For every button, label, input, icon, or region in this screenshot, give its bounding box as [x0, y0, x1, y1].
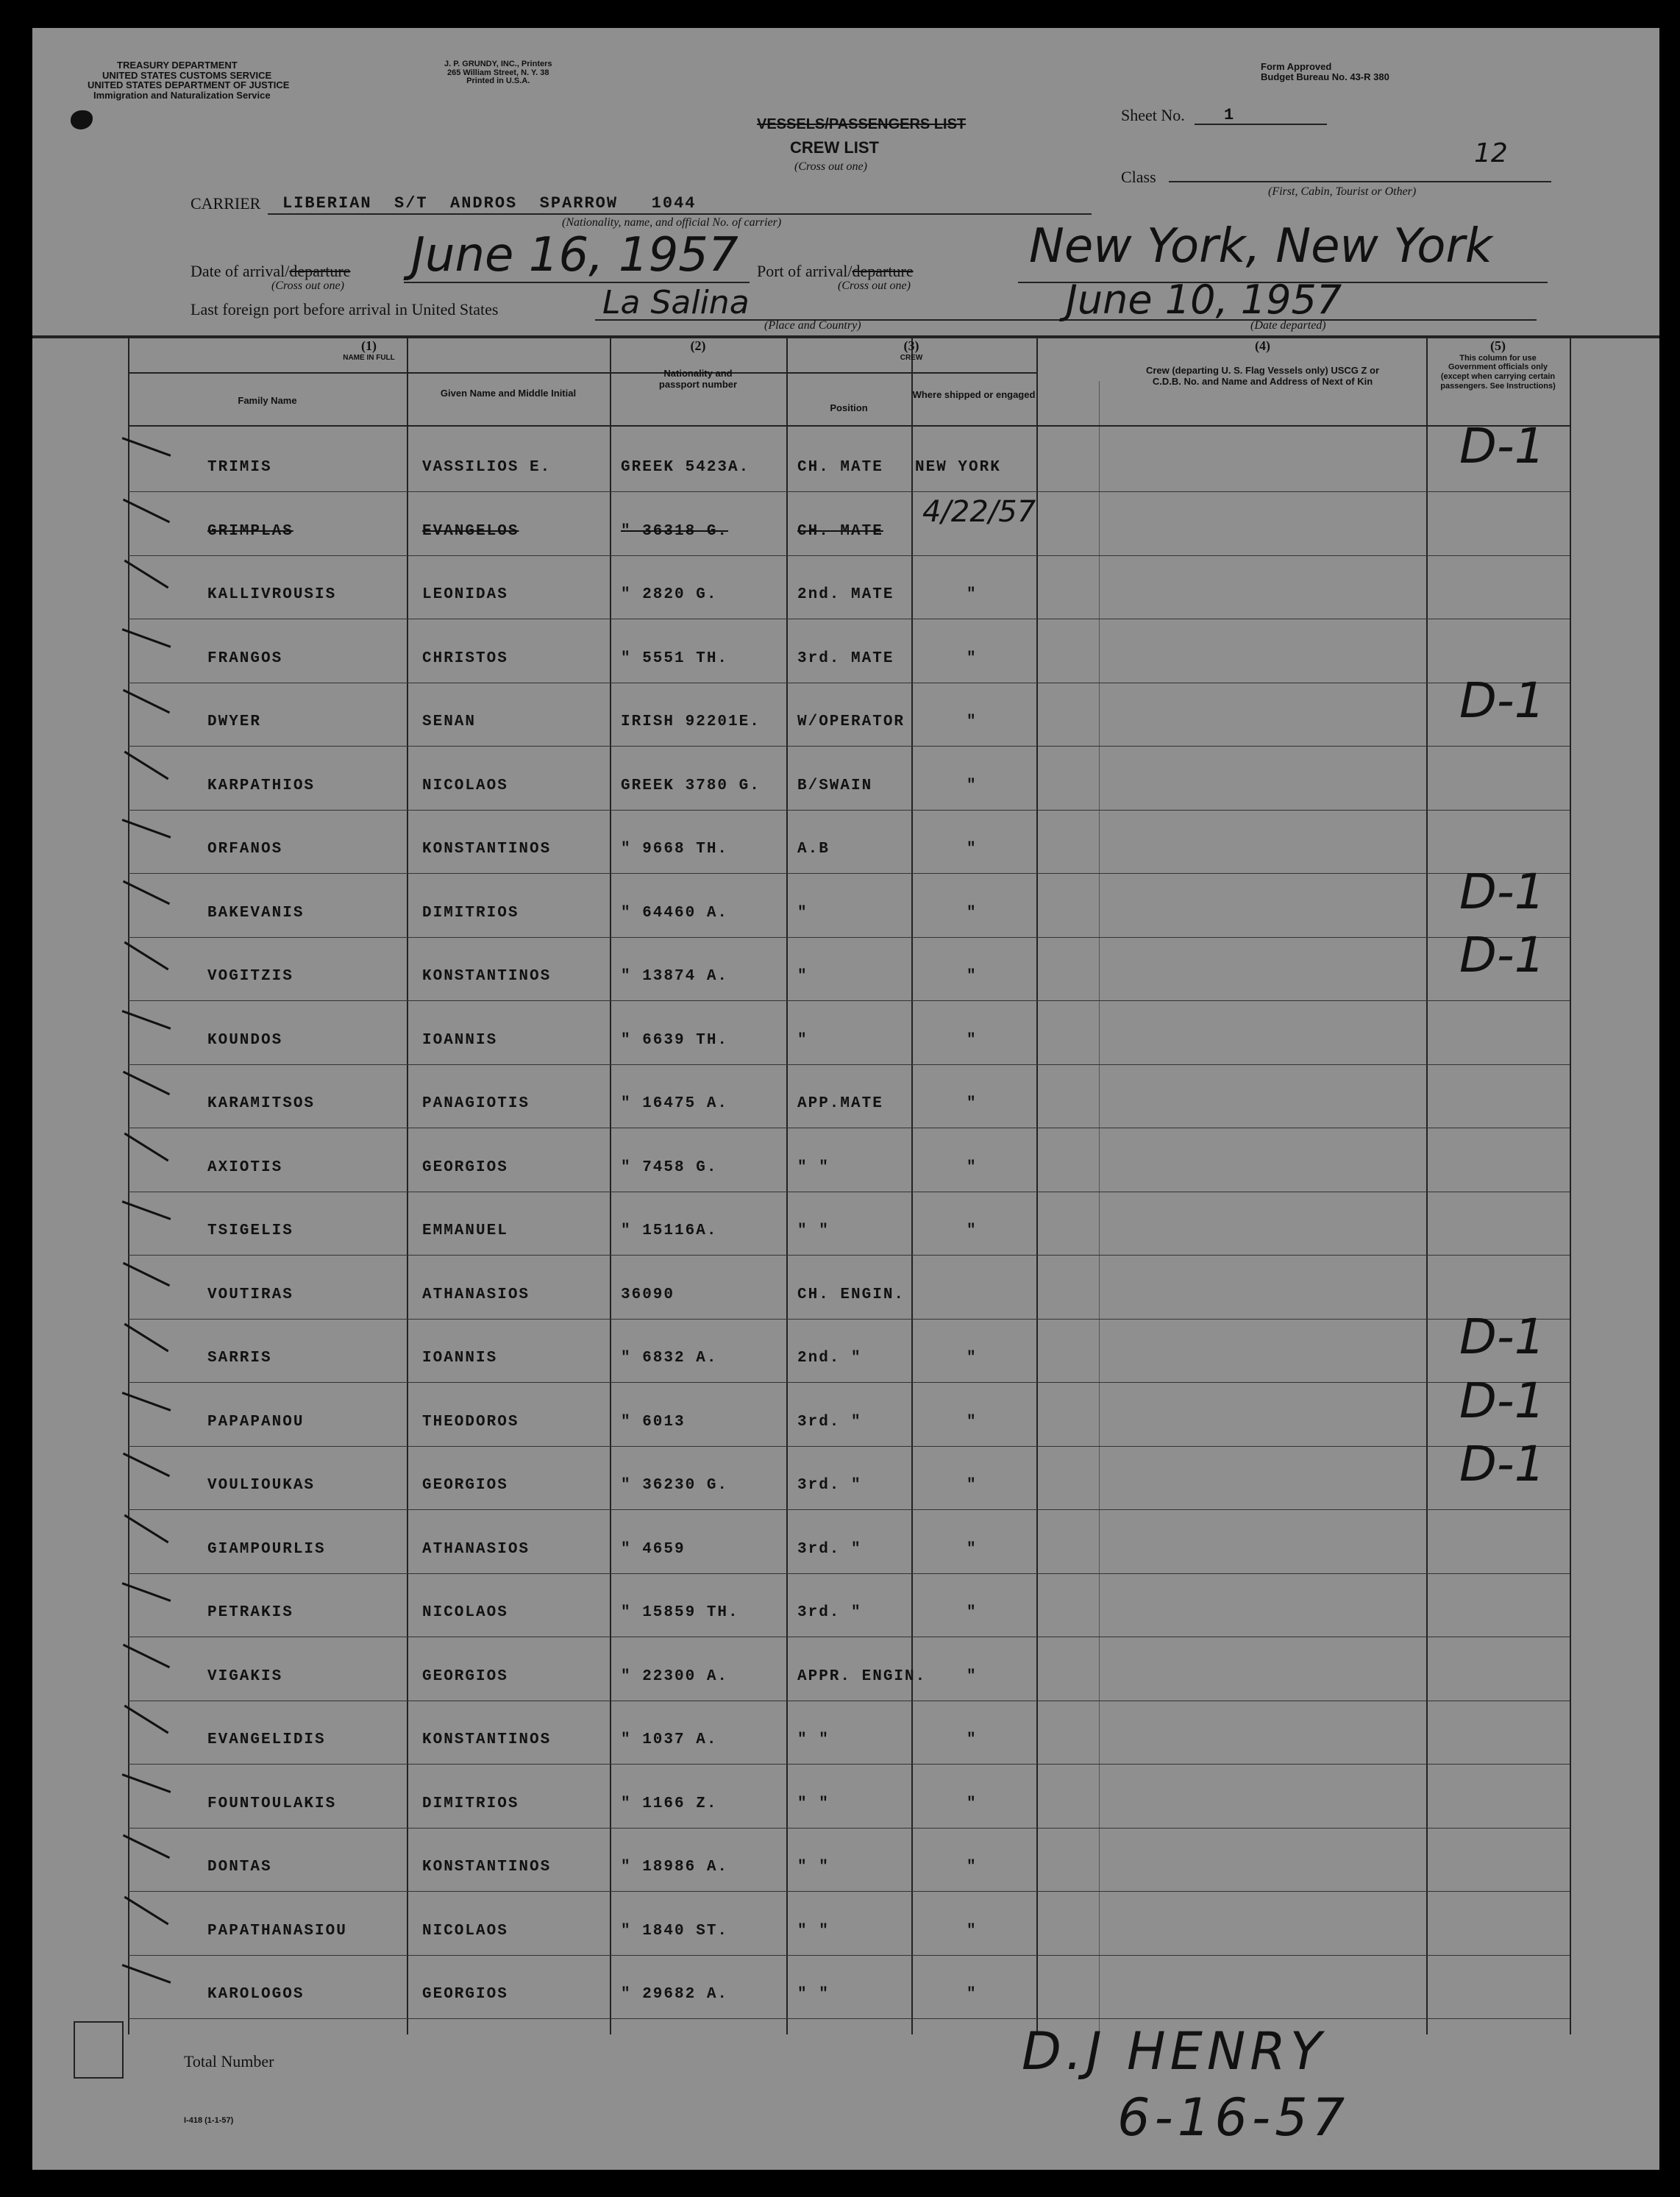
family-name-cell: DWYER	[207, 713, 262, 730]
row-rule	[128, 1064, 1570, 1065]
last-port-date-note: (Date departed)	[1250, 319, 1326, 332]
given-name-cell: GEORGIOS	[422, 1986, 508, 2003]
position-cell: "	[797, 1031, 808, 1049]
given-name-cell: CHRISTOS	[422, 649, 508, 667]
check-mark	[123, 1453, 170, 1477]
col-divider-passport-position	[786, 335, 788, 2034]
row-rule	[128, 1446, 1570, 1447]
row-rule	[128, 1828, 1570, 1829]
position-cell: B/SWAIN	[797, 777, 873, 794]
check-mark	[124, 941, 169, 971]
shipped-cell: "	[967, 1350, 978, 1367]
col4-number: (4)	[1255, 338, 1270, 353]
printer-block	[444, 60, 552, 86]
check-mark	[124, 1514, 169, 1543]
family-name-cell: DONTAS	[207, 1859, 272, 1876]
row-rule	[128, 1255, 1570, 1256]
family-name-cell: AXIOTIS	[207, 1158, 283, 1176]
position-cell: " "	[797, 1986, 830, 2003]
position-cell: CH. ENGIN.	[797, 1286, 905, 1303]
passport-cell: " 36318 G.	[621, 522, 729, 540]
form-number: I-418 (1-1-57)	[184, 2116, 234, 2125]
given-name-cell: NICOLAOS	[422, 1922, 508, 1940]
given-name-cell: LEONIDAS	[422, 586, 508, 603]
row-rule	[128, 810, 1570, 811]
printer-line-1: J. P. GRUNDY, INC., Printers	[444, 60, 552, 68]
family-name-cell: EVANGELIDIS	[207, 1731, 326, 1748]
shipped-cell: "	[967, 841, 978, 858]
family-name-cell: KARPATHIOS	[207, 777, 316, 794]
class-line	[1169, 181, 1551, 182]
row-rule	[128, 873, 1570, 874]
passport-cell: " 7458 G.	[621, 1158, 718, 1176]
row-rule	[128, 937, 1570, 938]
row-rule	[128, 555, 1570, 556]
table-right-border	[1570, 335, 1571, 2034]
gov-mark: D-1	[1459, 1372, 1545, 1429]
family-name-cell: SARRIS	[207, 1350, 272, 1367]
family-name-cell: PAPAPANOU	[207, 1413, 305, 1431]
approval-line-1: Form Approved	[1261, 61, 1332, 72]
row-rule	[128, 1891, 1570, 1892]
position-cell: "	[797, 904, 808, 922]
col-shipped-heading: Where shipped or engaged	[912, 389, 1036, 400]
given-name-cell: KONSTANTINOS	[422, 1731, 552, 1748]
carrier-value: LIBERIAN S/T ANDROS SPARROW 1044	[282, 194, 697, 213]
given-name-cell: EMMANUEL	[422, 1222, 508, 1239]
passport-cell: " 18986 A.	[621, 1859, 729, 1876]
printer-line-3: Printed in U.S.A.	[466, 76, 530, 86]
passport-cell: " 6639 TH.	[621, 1031, 729, 1049]
family-name-cell: VIGAKIS	[207, 1667, 283, 1685]
col-given-heading: Given Name and Middle Initial	[440, 388, 577, 399]
gov-mark: D-1	[1459, 672, 1545, 729]
position-cell: " "	[797, 1731, 830, 1748]
col2-title: Nationality and passport number	[658, 367, 738, 390]
col2-heading	[610, 338, 786, 391]
passport-cell: " 13874 A.	[621, 968, 729, 985]
shipped-cell: "	[967, 713, 978, 730]
col-position-heading: Position	[830, 402, 868, 413]
passport-cell: " 15116A.	[621, 1222, 718, 1239]
family-name-cell: KARAMITSOS	[207, 1095, 316, 1112]
family-name-cell: VOULIOUKAS	[207, 1477, 316, 1494]
position-cell: 3rd. "	[797, 1604, 862, 1621]
table-left-border	[128, 335, 129, 2034]
family-name-cell: VOUTIRAS	[207, 1286, 293, 1303]
passport-cell: GREEK 3780 G.	[621, 777, 761, 794]
given-name-cell: KONSTANTINOS	[422, 968, 552, 985]
gov-mark: D-1	[1459, 863, 1545, 920]
passport-cell: IRISH 92201E.	[621, 713, 761, 730]
given-name-cell: DIMITRIOS	[422, 904, 519, 922]
shipped-cell: "	[967, 904, 978, 922]
agency-line-1: TREASURY DEPARTMENT	[117, 60, 238, 71]
family-name-cell: GIAMPOURLIS	[207, 1540, 326, 1558]
col-divider-position-shipped	[911, 335, 913, 2034]
given-name-cell: GEORGIOS	[422, 1158, 508, 1176]
passport-cell: " 9668 TH.	[621, 841, 729, 858]
shipped-date-handwritten: 4/22/57	[922, 494, 1036, 529]
position-cell: 3rd. "	[797, 1413, 862, 1431]
given-name-cell: ATHANASIOS	[422, 1286, 530, 1303]
col5-number: (5)	[1490, 338, 1506, 353]
shipped-cell: "	[967, 1731, 978, 1748]
shipped-cell: "	[967, 1095, 978, 1112]
shipped-cell: "	[967, 968, 978, 985]
family-name-cell: PETRAKIS	[207, 1604, 293, 1621]
check-mark	[123, 1261, 170, 1286]
arrival-date-note: (Cross out one)	[271, 279, 344, 292]
col1-title: NAME IN FULL	[343, 353, 395, 362]
check-mark	[123, 498, 170, 522]
given-name-cell: KONSTANTINOS	[422, 1859, 552, 1876]
check-mark	[123, 1834, 170, 1859]
passport-cell: " 6832 A.	[621, 1350, 718, 1367]
approval-line-2: Budget Bureau No. 43-R 380	[1261, 71, 1389, 82]
shipped-cell: "	[967, 1031, 978, 1049]
approval-block	[1261, 62, 1389, 82]
passport-cell: " 6013	[621, 1413, 686, 1431]
last-port-date-value: June 10, 1957	[1066, 277, 1342, 323]
passport-cell: GREEK 5423A.	[621, 459, 750, 476]
shipped-cell: "	[967, 1477, 978, 1494]
row-rule	[128, 1382, 1570, 1383]
family-name-cell: KOUNDOS	[207, 1031, 283, 1049]
row-rule	[128, 1955, 1570, 1956]
col-divider-shipped-crew	[1036, 335, 1038, 2034]
family-name-cell: KALLIVROUSIS	[207, 586, 337, 603]
given-name-cell: IOANNIS	[422, 1031, 498, 1049]
check-mark	[124, 1705, 169, 1734]
shipped-cell: "	[967, 1667, 978, 1685]
family-name-cell: KAROLOGOS	[207, 1986, 305, 2003]
crew-list-document	[32, 28, 1659, 2170]
last-port-label: Last foreign port before arrival in United States	[191, 300, 499, 318]
family-name-cell: TRIMIS	[207, 459, 272, 476]
passport-cell: " 36230 G.	[621, 1477, 729, 1494]
position-cell: CH. MATE	[797, 459, 883, 476]
port-value: New York, New York	[1029, 219, 1492, 274]
row-rule	[128, 1573, 1570, 1574]
row-rule	[128, 1509, 1570, 1510]
passport-cell: " 5551 TH.	[621, 649, 729, 667]
passport-cell: " 1840 ST.	[621, 1922, 729, 1940]
passport-cell: " 1166 Z.	[621, 1795, 718, 1812]
passport-cell: " 64460 A.	[621, 904, 729, 922]
arrival-date-label: Date of arrival/departure	[191, 262, 351, 280]
row-rule	[128, 491, 1570, 492]
position-cell: " "	[797, 1922, 830, 1940]
position-cell: " "	[797, 1222, 830, 1239]
col4-heading	[1099, 338, 1426, 388]
header-bottom-rule	[128, 425, 1570, 427]
total-number-box	[74, 2021, 124, 2079]
given-name-cell: KONSTANTINOS	[422, 841, 552, 858]
ink-blot-icon	[71, 110, 93, 129]
passport-cell: " 22300 A.	[621, 1667, 729, 1685]
col4-title: Crew (departing U. S. Flag Vessels only) USCG Z or C.D.B. No. and Name and Address of Next of Kin	[1145, 364, 1380, 387]
given-name-cell: ATHANASIOS	[422, 1540, 530, 1558]
position-cell: CH. MATE	[797, 522, 883, 540]
col3-heading	[786, 338, 1036, 362]
position-cell: 3rd. "	[797, 1477, 862, 1494]
sheet-number-line	[1195, 124, 1327, 125]
passport-cell: " 15859 TH.	[621, 1604, 739, 1621]
check-mark	[123, 880, 170, 904]
row-rule	[128, 1319, 1570, 1320]
position-cell: " "	[797, 1795, 830, 1812]
class-note: (First, Cabin, Tourist or Other)	[1268, 185, 1417, 198]
agency-line-3: UNITED STATES DEPARTMENT OF JUSTICE	[88, 79, 290, 91]
page-number: 12	[1474, 138, 1508, 168]
col3-number: (3)	[903, 338, 919, 353]
given-name-cell: VASSILIOS E.	[422, 459, 552, 476]
col3-title: CREW	[900, 353, 923, 362]
shipped-cell: "	[967, 586, 978, 603]
position-cell: 2nd. "	[797, 1350, 862, 1367]
position-cell: 3rd. MATE	[797, 649, 894, 667]
position-cell: 3rd. "	[797, 1540, 862, 1558]
col5-title: This column for use Government officials only (except when carrying certain passengers. See Instructions)	[1440, 353, 1556, 391]
printer-line-2: 265 William Street, N. Y. 38	[447, 68, 549, 77]
given-name-cell: PANAGIOTIS	[422, 1095, 530, 1112]
check-mark	[124, 560, 169, 589]
family-name-cell: FRANGOS	[207, 649, 283, 667]
given-name-cell: SENAN	[422, 713, 477, 730]
family-name-cell: GRIMPLAS	[207, 522, 293, 540]
family-name-cell: PAPATHANASIOU	[207, 1922, 347, 1940]
passport-cell: " 4659	[621, 1540, 686, 1558]
col-divider-given-passport	[610, 335, 611, 2034]
class-label: Class	[1121, 168, 1156, 186]
given-name-cell: GEORGIOS	[422, 1667, 508, 1685]
check-mark	[124, 1895, 169, 1925]
shipped-cell: "	[967, 777, 978, 794]
row-rule	[128, 2018, 1570, 2019]
arrival-date-line	[404, 282, 750, 283]
position-cell: APP.MATE	[797, 1095, 883, 1112]
position-cell: A.B	[797, 841, 830, 858]
family-name-cell: ORFANOS	[207, 841, 283, 858]
passport-cell: " 2820 G.	[621, 586, 718, 603]
carrier-line	[268, 213, 1092, 215]
gov-mark: D-1	[1459, 418, 1545, 474]
form-title-note: (Cross out one)	[794, 160, 867, 173]
total-number-label: Total Number	[184, 2052, 274, 2070]
shipped-cell: "	[967, 1604, 978, 1621]
carrier-note: (Nationality, name, and official No. of carrier)	[562, 216, 782, 229]
agency-line-4: Immigration and Naturalization Service	[93, 89, 271, 101]
col5-heading	[1426, 338, 1570, 391]
col-subdivider-crew	[1099, 381, 1100, 2034]
agency-line-2: UNITED STATES CUSTOMS SERVICE	[102, 69, 272, 81]
given-name-cell: THEODOROS	[422, 1413, 519, 1431]
family-name-cell: FOUNTOULAKIS	[207, 1795, 337, 1812]
officer-signature: D.J HENRY	[1022, 2021, 1326, 2082]
position-cell: APPR. ENGIN.	[797, 1667, 927, 1685]
given-name-cell: NICOLAOS	[422, 777, 508, 794]
shipped-cell: "	[967, 1795, 978, 1812]
last-port-value: La Salina	[602, 284, 750, 321]
given-name-cell: NICOLAOS	[422, 1604, 508, 1621]
port-note: (Cross out one)	[838, 279, 911, 292]
shipped-cell: "	[967, 1922, 978, 1940]
given-name-cell: EVANGELOS	[422, 522, 519, 540]
col-divider-family-given	[407, 335, 408, 2034]
shipped-cell: "	[967, 1158, 978, 1176]
form-title: CREW LIST	[790, 138, 879, 157]
passport-cell: " 29682 A.	[621, 1986, 729, 2003]
col1-heading	[128, 338, 610, 362]
check-mark	[124, 1132, 169, 1161]
given-name-cell: DIMITRIOS	[422, 1795, 519, 1812]
sheet-number-label: Sheet No.	[1121, 106, 1185, 124]
shipped-cell: NEW YORK	[915, 459, 1001, 476]
family-name-cell: TSIGELIS	[207, 1222, 293, 1239]
passport-cell: " 1037 A.	[621, 1731, 718, 1748]
check-mark	[123, 1643, 170, 1667]
position-cell: W/OPERATOR	[797, 713, 905, 730]
gov-mark: D-1	[1459, 1436, 1545, 1492]
row-rule	[128, 746, 1570, 747]
sheet-number-value: 1	[1224, 106, 1236, 124]
shipped-cell: "	[967, 1859, 978, 1876]
header-sub-rule-1	[128, 372, 1036, 374]
family-name-cell: BAKEVANIS	[207, 904, 305, 922]
check-mark	[124, 750, 169, 780]
gov-mark: D-1	[1459, 927, 1545, 983]
shipped-cell: "	[967, 1413, 978, 1431]
arrival-date-value: June 16, 1957	[411, 228, 738, 282]
given-name-cell: IOANNIS	[422, 1350, 498, 1367]
position-cell: 2nd. MATE	[797, 586, 894, 603]
check-mark	[123, 1071, 170, 1095]
family-name-cell: VOGITZIS	[207, 968, 293, 985]
check-mark	[123, 689, 170, 713]
row-rule	[128, 1000, 1570, 1001]
col1-number: (1)	[361, 338, 377, 353]
position-cell: "	[797, 968, 808, 985]
shipped-cell: "	[967, 1222, 978, 1239]
last-port-place-note: (Place and Country)	[764, 319, 861, 332]
shipped-cell: "	[967, 649, 978, 667]
col-family-heading: Family Name	[238, 395, 297, 406]
carrier-label: CARRIER	[191, 194, 261, 213]
agency-block	[88, 60, 289, 101]
position-cell: " "	[797, 1158, 830, 1176]
check-mark	[124, 1323, 169, 1353]
passport-cell: " 16475 A.	[621, 1095, 729, 1112]
given-name-cell: GEORGIOS	[422, 1477, 508, 1494]
col2-number: (2)	[690, 338, 706, 353]
shipped-cell: "	[967, 1540, 978, 1558]
signature-date: 6-16-57	[1117, 2087, 1350, 2148]
gov-mark: D-1	[1459, 1308, 1545, 1365]
passport-cell: 36090	[621, 1286, 675, 1303]
form-title-crossed: VESSELS/PASSENGERS LIST	[757, 116, 967, 132]
col-divider-crew-gov	[1426, 335, 1428, 2034]
position-cell: " "	[797, 1859, 830, 1876]
port-label: Port of arrival/departure	[757, 262, 914, 280]
shipped-cell: "	[967, 1986, 978, 2003]
row-rule	[128, 1764, 1570, 1765]
